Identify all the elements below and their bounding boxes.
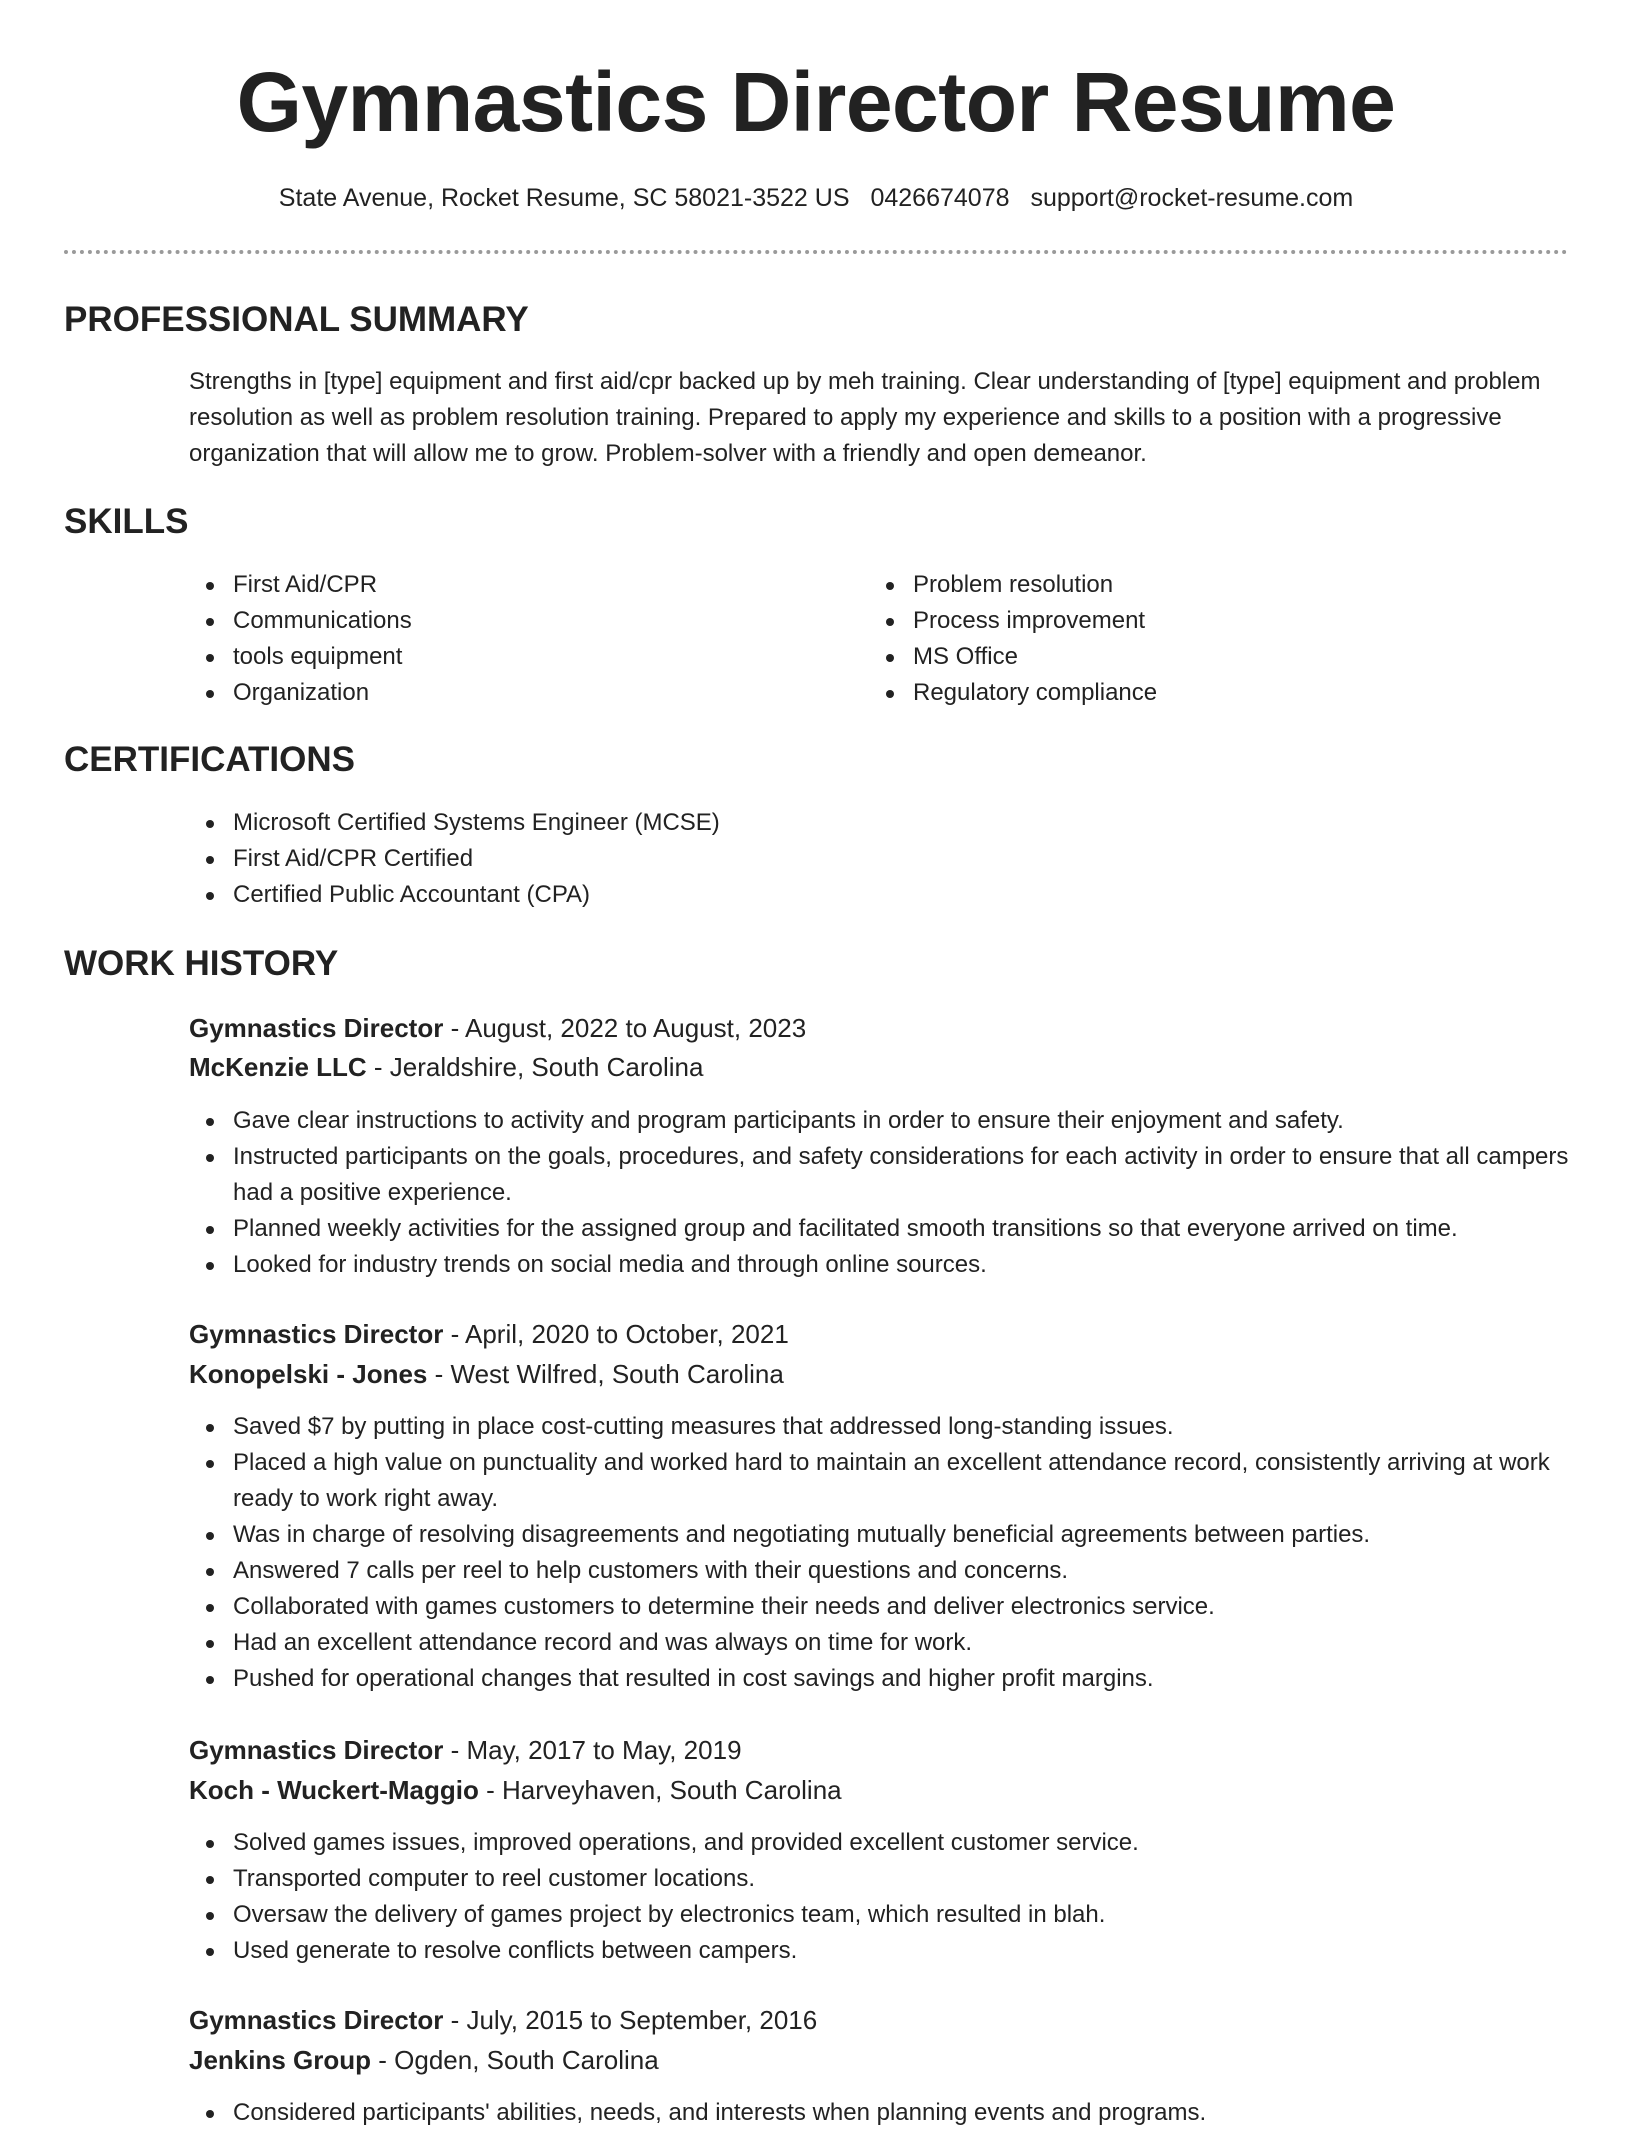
summary-heading: PROFESSIONAL SUMMARY [64,300,529,339]
job-bullet: Transported computer to reel customer locations. [233,1861,1603,1897]
skill-item: Regulatory compliance [913,675,1513,711]
job-bullets [189,1409,1603,1697]
skill-item: Organization [233,675,833,711]
job-bullet: Placed a high value on punctuality and worked hard to maintain an excellent attendance record, consistently arriving at work ready to work right away. [233,1445,1603,1517]
job-company: Konopelski - Jones [189,1359,428,1389]
job-title-line [189,1009,806,1047]
job-location: - Ogden, South Carolina [378,2045,659,2075]
job-dates: - April, 2020 to October, 2021 [450,1319,789,1349]
job-company: Jenkins Group [189,2045,372,2075]
job-bullet: Pushed for operational changes that resulted in cost savings and higher profit margins. [233,1661,1603,1697]
job-company-line [189,2041,659,2079]
certification-item: Certified Public Accountant (CPA) [233,877,1533,913]
job-bullet: Collaborated with games customers to determine their needs and deliver electronics service. [233,1589,1603,1625]
job-company-line [189,1771,842,1809]
job-dates: - May, 2017 to May, 2019 [450,1735,742,1765]
job-company: Koch - Wuckert-Maggio [189,1775,479,1805]
job-title: Gymnastics Director [189,1735,444,1765]
contact-email: support@rocket-resume.com [1030,184,1354,212]
skills-list-left [189,567,833,711]
skills-heading: SKILLS [64,502,189,541]
skill-item: Problem resolution [913,567,1513,603]
job-bullet: Oversaw the delivery of games project by electronics team, which resulted in blah. [233,1897,1603,1933]
job-bullet: Used generate to resolve conflicts between campers. [233,1933,1603,1969]
job-bullet: Had an excellent attendance record and was always on time for work. [233,1625,1603,1661]
certification-item: First Aid/CPR Certified [233,841,1533,877]
job-company-line [189,1355,784,1393]
contact-address: State Avenue, Rocket Resume, SC 58021-3522 US [278,184,850,212]
job-company-line [189,1048,703,1086]
job-location: - Harveyhaven, South Carolina [486,1775,842,1805]
job-bullet: Planned weekly activities for the assigned group and facilitated smooth transitions so that everyone arrived on time. [233,1211,1603,1247]
job-bullets [189,2095,1603,2131]
contact-phone: 0426674078 [870,184,1010,212]
job-title: Gymnastics Director [189,2005,444,2035]
skills-list-right [869,567,1513,711]
skill-item: Process improvement [913,603,1513,639]
certifications-list [189,805,1533,913]
resume-title: Gymnastics Director Resume [236,55,1396,149]
job-bullet: Instructed participants on the goals, procedures, and safety considerations for each activity in order to ensure that all campers had a positive experience. [233,1139,1603,1211]
job-bullet: Gave clear instructions to activity and program participants in order to ensure their enjoyment and safety. [233,1103,1603,1139]
job-bullet: Saved $7 by putting in place cost-cutting measures that addressed long-standing issues. [233,1409,1603,1445]
certification-item: Microsoft Certified Systems Engineer (MCSE) [233,805,1533,841]
job-title-line [189,2001,817,2039]
skill-item: Communications [233,603,833,639]
job-bullet: Solved games issues, improved operations, and provided excellent customer service. [233,1825,1603,1861]
job-dates: - August, 2022 to August, 2023 [450,1013,807,1043]
job-title-line [189,1315,789,1353]
job-location: - West Wilfred, South Carolina [434,1359,784,1389]
job-title-line [189,1731,742,1769]
contact-line [0,180,1632,216]
job-bullets [189,1825,1603,1969]
job-title: Gymnastics Director [189,1013,444,1043]
skill-item: tools equipment [233,639,833,675]
job-bullet: Considered participants' abilities, needs, and interests when planning events and programs. [233,2095,1603,2131]
skill-item: MS Office [913,639,1513,675]
job-bullets [189,1103,1603,1283]
job-bullet: Answered 7 calls per reel to help customers with their questions and concerns. [233,1553,1603,1589]
job-bullet: Looked for industry trends on social media and through online sources. [233,1247,1603,1283]
job-dates: - July, 2015 to September, 2016 [450,2005,818,2035]
certifications-heading: CERTIFICATIONS [64,740,356,779]
header-divider [64,250,1568,254]
job-company: McKenzie LLC [189,1052,367,1082]
skill-item: First Aid/CPR [233,567,833,603]
job-location: - Jeraldshire, South Carolina [373,1052,704,1082]
job-bullet: Was in charge of resolving disagreements and negotiating mutually beneficial agreements between parties. [233,1517,1603,1553]
summary-text: Strengths in [type] equipment and first aid/cpr backed up by meh training. Clear understanding of [type] equipment and problem resolution as well as problem resolution training. Prepared to apply my experience and skills to a position with a progressive organization that will allow me to grow. Problem-solver with a friendly and open demeanor. [189,368,1541,467]
job-title: Gymnastics Director [189,1319,444,1349]
work-history-heading: WORK HISTORY [64,944,339,983]
